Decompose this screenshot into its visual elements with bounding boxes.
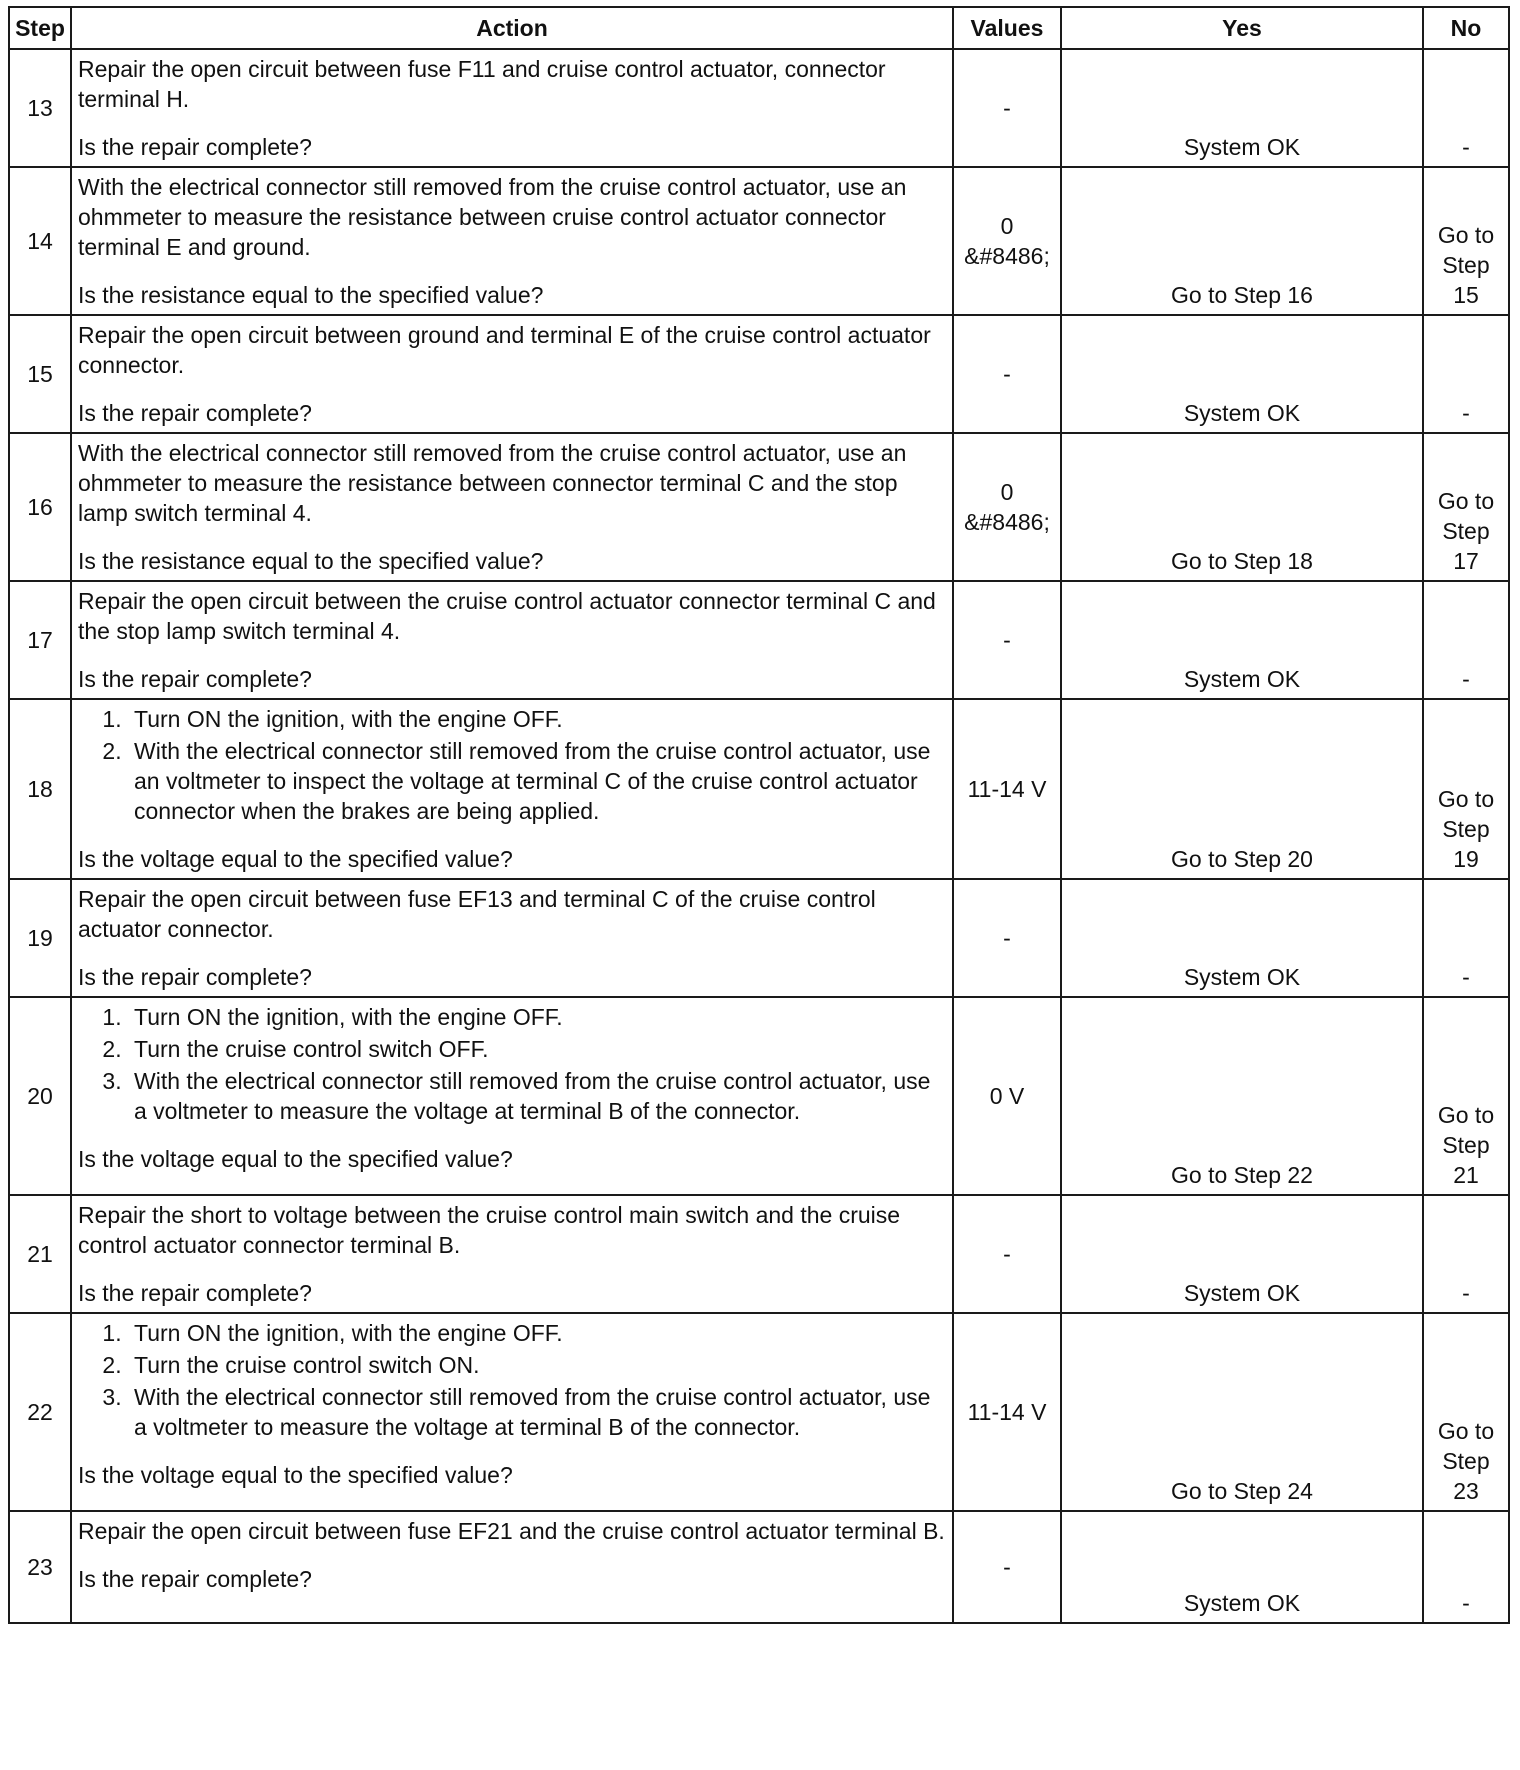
step-header: Step [9,7,71,49]
step-number: 20 [9,997,71,1195]
yes-cell: System OK [1061,1511,1423,1623]
yes-header: Yes [1061,7,1423,49]
action-cell [71,879,953,997]
value-line: 0 [1000,479,1014,505]
action-text: Repair the open circuit between fuse F11 and cruise control actuator, connector terminal H. [78,56,886,112]
yes-cell: System OK [1061,581,1423,699]
action-cell [71,1511,953,1623]
value-cell [953,167,1061,315]
no-cell: - [1423,879,1509,997]
table-row [9,581,1509,699]
no-cell [1423,1313,1509,1511]
action-header: Action [71,7,953,49]
list-item: 3. With the electrical connector still removed from the cruise control actuator, use a voltmeter to measure the voltage at terminal B of the connector. [128,1382,946,1442]
list-item: 2. With the electrical connector still removed from the cruise control actuator, use an voltmeter to inspect the voltage at terminal C of the cruise control actuator connector when the brakes are being applied. [128,736,946,826]
yes-cell: System OK [1061,879,1423,997]
action-text: Repair the short to voltage between the cruise control main switch and the cruise control actuator connector terminal B. [78,1202,901,1258]
yes-cell: Go to Step 22 [1061,997,1423,1195]
action-steps-list [78,1002,946,1126]
step-number: 19 [9,879,71,997]
action-text: With the electrical connector still removed from the cruise control actuator, use an ohmmeter to measure the resistance between connector terminal C and the stop lamp switch terminal 4. [78,440,907,526]
no-line: Go to [1437,786,1495,812]
step-number: 14 [9,167,71,315]
no-line: Step [1442,518,1490,544]
value-cell: - [953,1511,1061,1623]
no-line: 21 [1453,1162,1479,1188]
no-cell: - [1423,315,1509,433]
action-cell [71,315,953,433]
action-steps-list [78,704,946,826]
action-question: Is the repair complete? [78,964,312,990]
yes-cell: Go to Step 16 [1061,167,1423,315]
no-cell [1423,997,1509,1195]
yes-cell: System OK [1061,1195,1423,1313]
action-question: Is the voltage equal to the specified value? [78,1462,513,1488]
value-cell: 0 V [953,997,1061,1195]
action-text: Repair the open circuit between the cruise control actuator connector terminal C and the stop lamp switch terminal 4. [78,588,936,644]
step-number: 23 [9,1511,71,1623]
action-cell [71,1195,953,1313]
no-line: 15 [1453,282,1479,308]
no-line: Go to [1437,222,1495,248]
action-cell [71,581,953,699]
no-cell [1423,699,1509,879]
list-item: 2. Turn the cruise control switch OFF. [128,1034,946,1064]
value-line: &#8486; [964,509,1050,535]
value-cell: - [953,879,1061,997]
step-number: 15 [9,315,71,433]
step-number: 21 [9,1195,71,1313]
table-row [9,1313,1509,1511]
action-question: Is the resistance equal to the specified value? [78,548,544,574]
action-question: Is the voltage equal to the specified value? [78,846,513,872]
table-row [9,879,1509,997]
no-header: No [1423,7,1509,49]
no-cell: - [1423,581,1509,699]
value-cell: - [953,1195,1061,1313]
step-number: 13 [9,49,71,167]
value-cell: - [953,315,1061,433]
table-row [9,997,1509,1195]
action-cell [71,167,953,315]
action-text: With the electrical connector still removed from the cruise control actuator, use an ohmmeter to measure the resistance between cruise control actuator connector terminal E and ground. [78,174,907,260]
action-cell [71,433,953,581]
list-item: 1. Turn ON the ignition, with the engine OFF. [128,1318,946,1348]
action-text: Repair the open circuit between ground and terminal E of the cruise control actuator connector. [78,322,931,378]
no-line: Go to [1437,1102,1495,1128]
no-cell: - [1423,1195,1509,1313]
no-line: 23 [1453,1478,1479,1504]
action-question: Is the voltage equal to the specified value? [78,1146,513,1172]
table-row [9,315,1509,433]
value-cell: - [953,581,1061,699]
yes-cell: System OK [1061,315,1423,433]
action-cell [71,699,953,879]
step-number: 17 [9,581,71,699]
no-cell: - [1423,49,1509,167]
step-number: 18 [9,699,71,879]
yes-cell: System OK [1061,49,1423,167]
table-row [9,699,1509,879]
action-steps-list [78,1318,946,1442]
value-line: 0 [1000,213,1014,239]
action-question: Is the repair complete? [78,666,312,692]
table-row [9,1195,1509,1313]
action-question: Is the repair complete? [78,134,312,160]
list-item: 1. Turn ON the ignition, with the engine OFF. [128,1002,946,1032]
header-row [9,7,1509,49]
list-item: 3. With the electrical connector still removed from the cruise control actuator, use a voltmeter to measure the voltage at terminal B of the connector. [128,1066,946,1126]
yes-cell: Go to Step 18 [1061,433,1423,581]
no-line: Step [1442,252,1490,278]
action-question: Is the repair complete? [78,400,312,426]
list-item: 2. Turn the cruise control switch ON. [128,1350,946,1380]
action-cell [71,1313,953,1511]
no-line: Step [1442,1132,1490,1158]
no-cell [1423,433,1509,581]
action-question: Is the repair complete? [78,1566,312,1592]
no-cell: - [1423,1511,1509,1623]
step-number: 16 [9,433,71,581]
step-number: 22 [9,1313,71,1511]
no-line: Step [1442,816,1490,842]
no-line: 17 [1453,548,1479,574]
values-header: Values [953,7,1061,49]
table-row [9,167,1509,315]
value-line: &#8486; [964,243,1050,269]
yes-cell: Go to Step 24 [1061,1313,1423,1511]
action-question: Is the repair complete? [78,1280,312,1306]
action-text: Repair the open circuit between fuse EF21 and the cruise control actuator terminal B. [78,1518,945,1544]
no-line: Step [1442,1448,1490,1474]
value-cell: 11-14 V [953,699,1061,879]
action-cell [71,49,953,167]
no-cell [1423,167,1509,315]
table-row [9,1511,1509,1623]
value-cell [953,433,1061,581]
yes-cell: Go to Step 20 [1061,699,1423,879]
no-line: Go to [1437,488,1495,514]
no-line: 19 [1453,846,1479,872]
no-line: Go to [1437,1418,1495,1444]
table-row [9,433,1509,581]
action-question: Is the resistance equal to the specified value? [78,282,544,308]
diagnostic-table [8,6,1510,1624]
action-text: Repair the open circuit between fuse EF13 and terminal C of the cruise control actuator connector. [78,886,876,942]
value-cell: 11-14 V [953,1313,1061,1511]
table-row [9,49,1509,167]
value-cell: - [953,49,1061,167]
list-item: 1. Turn ON the ignition, with the engine OFF. [128,704,946,734]
action-cell [71,997,953,1195]
